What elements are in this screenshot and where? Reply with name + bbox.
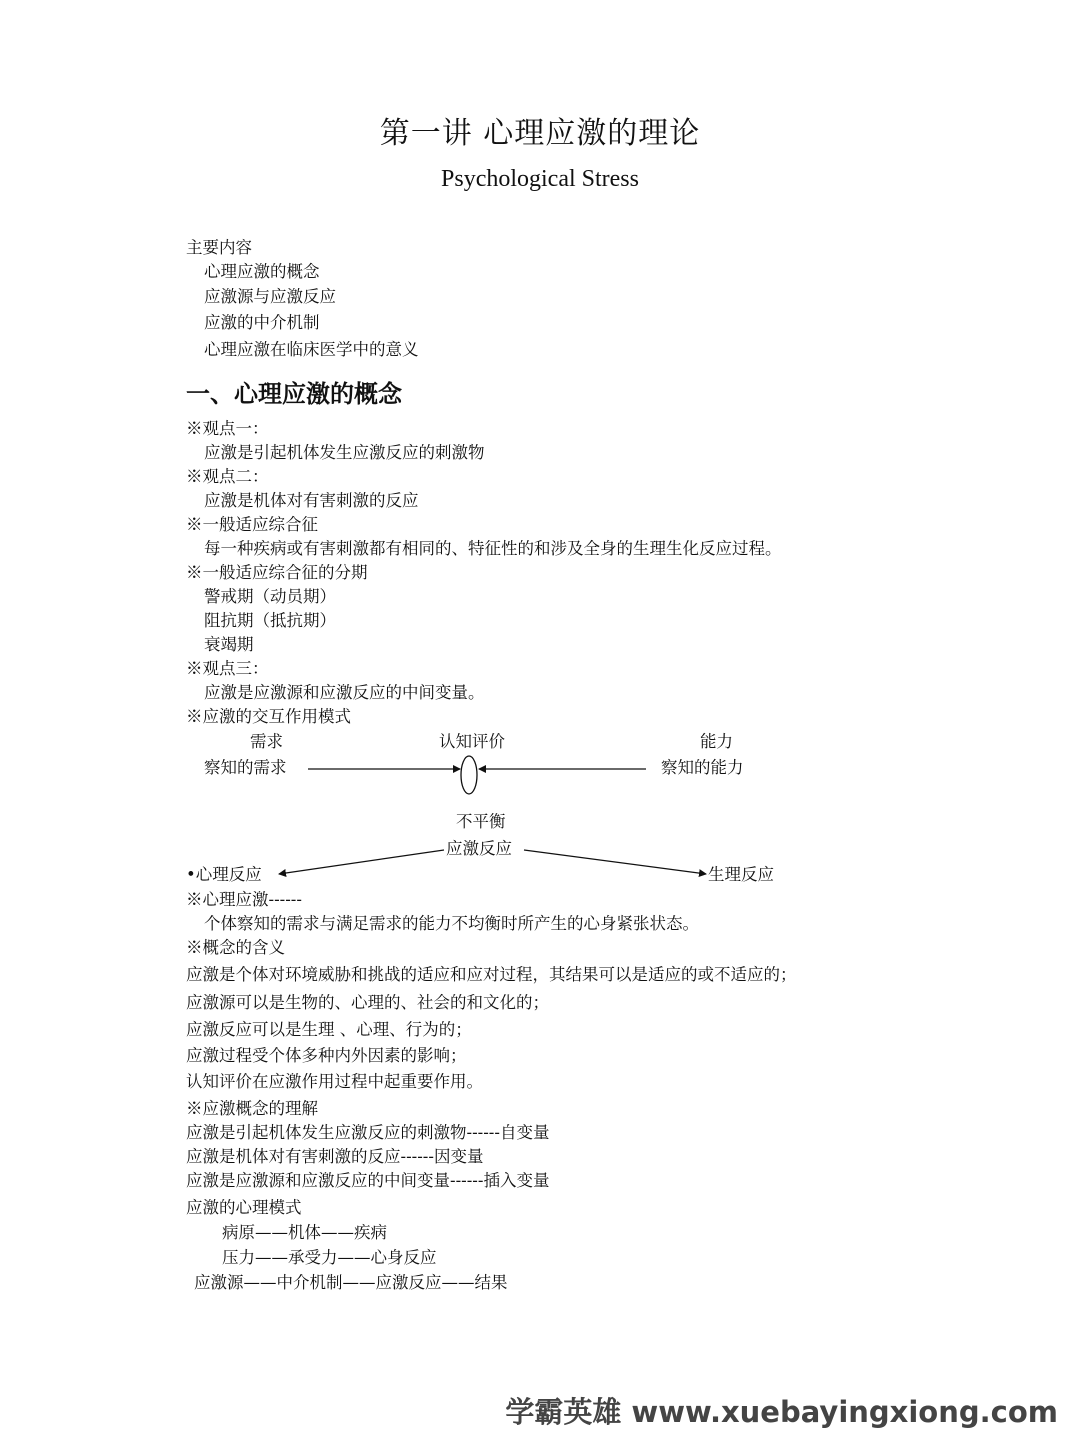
contents-item: 应激的中介机制 <box>204 313 320 332</box>
bullet-heading: ※一般适应综合征的分期 <box>186 563 368 582</box>
diagram-need-label: 需求 <box>250 732 283 751</box>
watermark: 学霸英雄 www.xuebayingxiong.com <box>505 1395 1058 1429</box>
bullet-heading: ※观点三： <box>186 659 269 678</box>
diagram-physio-response-label: 生理反应 <box>708 865 774 884</box>
meaning-line: 认知评价在应激作用过程中起重要作用。 <box>186 1072 483 1091</box>
meaning-line: 应激是个体对环境威胁和挑战的适应和应对过程，其结果可以是适应的或不适应的； <box>186 965 797 984</box>
diagram-psych-response-label: •心理反应 <box>186 865 262 884</box>
model-row: 压力——承受力——心身反应 <box>222 1248 437 1267</box>
understanding-line: 应激是应激源和应激反应的中间变量------插入变量 <box>186 1171 550 1190</box>
body-line: 应激是机体对有害刺激的反应 <box>204 491 419 510</box>
bullet-heading: ※观点二： <box>186 467 269 486</box>
physio-response-arrow <box>524 850 706 874</box>
contents-item: 心理应激的概念 <box>204 262 320 281</box>
model-row: 病原——机体——疾病 <box>222 1223 387 1242</box>
body-line: 个体察知的需求与满足需求的能力不均衡时所产生的心身紧张状态。 <box>204 914 699 933</box>
diagram-appraisal-label: 认知评价 <box>439 732 505 751</box>
bullet-heading: ※一般适应综合征 <box>186 515 318 534</box>
contents-item: 心理应激在临床医学中的意义 <box>204 340 419 359</box>
model-row: 应激源——中介机制——应激反应——结果 <box>194 1273 508 1292</box>
bullet-heading: ※应激的交互作用模式 <box>186 707 351 726</box>
body-line: 每一种疾病或有害刺激都有相同的、特征性的和涉及全身的生理生化反应过程。 <box>204 539 782 558</box>
body-line: 应激是引起机体发生应激反应的刺激物 <box>204 443 485 462</box>
section-heading: 一、心理应激的概念 <box>186 380 402 408</box>
diagram-imbalance-label: 不平衡 <box>456 812 506 831</box>
meaning-line: 应激源可以是生物的、心理的、社会的和文化的； <box>186 993 549 1012</box>
body-line: 阻抗期（抵抗期） <box>204 611 336 630</box>
diagram-ability-label: 能力 <box>700 732 733 751</box>
contents-heading: 主要内容 <box>186 238 252 257</box>
understanding-line: 应激是机体对有害刺激的反应------因变量 <box>186 1147 484 1166</box>
psych-response-arrow <box>279 850 444 874</box>
contents-item: 应激源与应激反应 <box>204 287 336 306</box>
appraisal-ellipse <box>461 756 477 794</box>
body-line: 衰竭期 <box>204 635 254 654</box>
meaning-line: 应激反应可以是生理 、心理、行为的； <box>186 1020 472 1039</box>
bullet-heading: ※心理应激------ <box>186 890 302 909</box>
diagram-stress-response-label: 应激反应 <box>446 839 512 858</box>
body-line: 应激是应激源和应激反应的中间变量。 <box>204 683 485 702</box>
bullet-heading: ※应激概念的理解 <box>186 1099 318 1118</box>
page-title: 第一讲 心理应激的理论 <box>379 116 701 151</box>
meaning-line: 应激过程受个体多种内外因素的影响； <box>186 1046 467 1065</box>
bullet-heading: ※观点一： <box>186 419 269 438</box>
bullet-heading: ※概念的含义 <box>186 938 285 957</box>
body-line: 警戒期（动员期） <box>204 587 336 606</box>
understanding-line: 应激是引起机体发生应激反应的刺激物------自变量 <box>186 1123 550 1142</box>
diagram-perceived-need-label: 察知的需求 <box>204 758 287 777</box>
page-subtitle: Psychological Stress <box>441 166 639 192</box>
model-heading: 应激的心理模式 <box>186 1198 302 1217</box>
diagram-perceived-ability-label: 察知的能力 <box>661 758 744 777</box>
